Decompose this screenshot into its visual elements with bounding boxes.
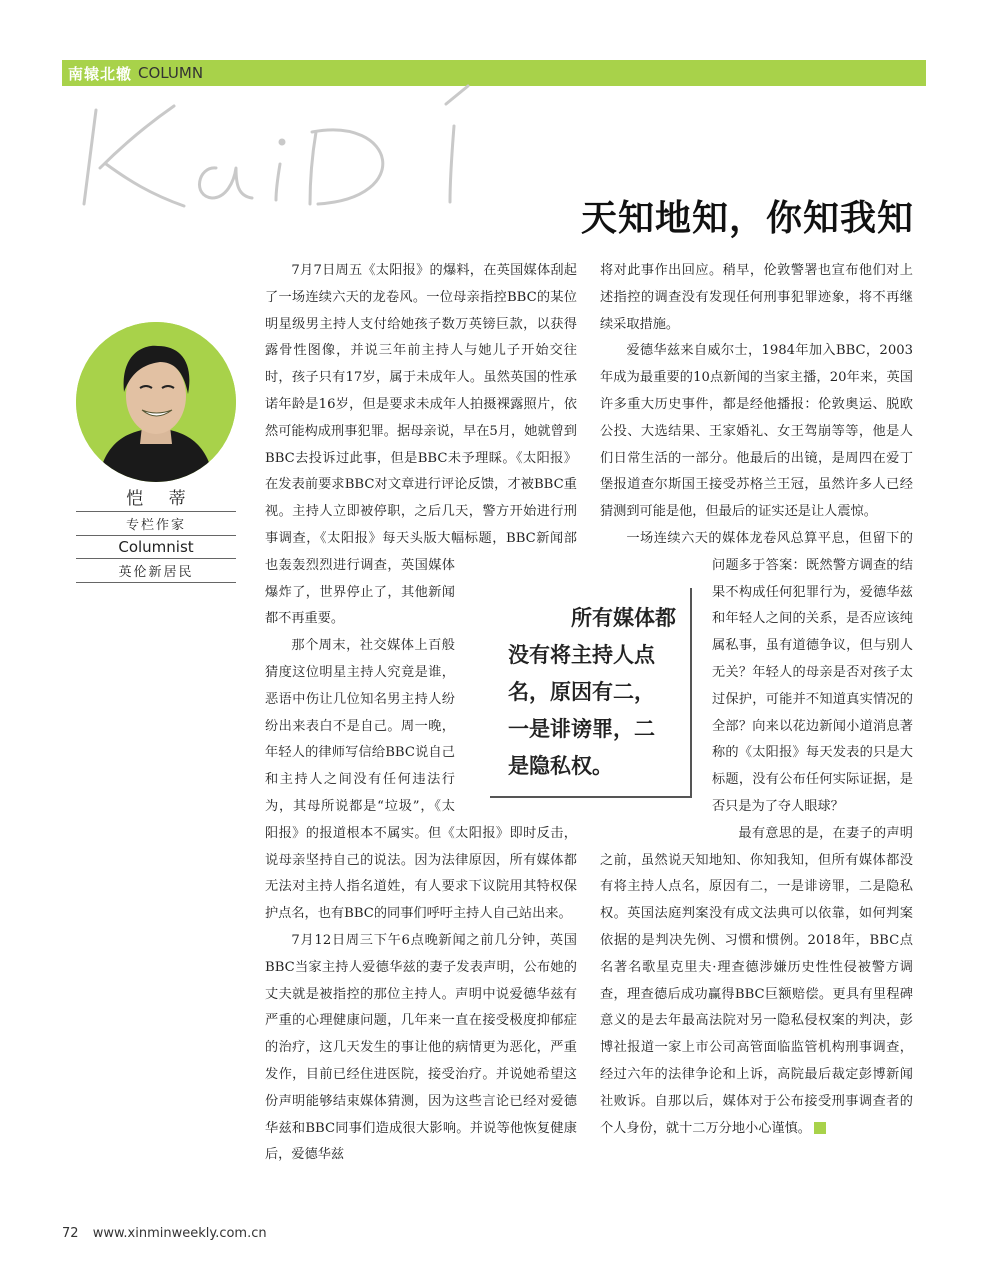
author-info: [76, 482, 236, 583]
pullquote-line: 所有媒体都: [571, 606, 676, 630]
section-title-cn: 南辕北辙: [68, 64, 133, 83]
section-title-en: COLUMN: [138, 64, 204, 82]
paragraph: [600, 821, 913, 1143]
pullquote-line: 名，原因有二，: [508, 680, 655, 704]
article-headline: 天知地知，你知我知: [580, 198, 914, 239]
kaidi-script-logo: [66, 72, 536, 212]
end-mark-icon: [814, 1122, 826, 1134]
paragraph: 一场连续六天的媒体龙卷风总算平息，但留下的问题多于答案：既然警方调查的结果不构成任何犯罪行为，爱德华兹和年轻人之间的关系，是否应该纯属私事，虽有道德争议，但与别人无关？年轻人的母亲是否对孩子太过保护，可能并不知道真实情况的全部？向来以花边新闻小道消息著称的《太阳报》每天发表的只是大标题，没有公布任何实际证据，是否只是为了夺人眼球？: [626, 530, 913, 814]
author-role-en: Columnist: [76, 536, 236, 559]
author-role-cn: 专栏作家: [76, 512, 236, 536]
paragraph: 7月7日周五《太阳报》的爆料，在英国媒体刮起了一场连续六天的龙卷风。一位母亲指控BBC的某位明星级男主持人支付给她孩子数万英镑巨款，以获得露骨性图像，并说三年前主持人与她儿子开始交往时，孩子只有17岁，属于未成年人。虽然英国的性承诺年龄是16岁，但是要求未成年人拍摄裸露照片，依然可能构成刑事犯罪。据母亲说，早在5月，她就曾到BBC去投诉过此事，但是BBC未予理睬。《太阳报》在发表前要求BBC对文章进行评论反馈，才被BBC重视。主持人立即被停职，之后几天，警方开始进行刑事调查，《太阳报》每天头版大幅标题，BBC新闻部也轰轰烈烈进行调查，英国媒体爆炸了，世界停止了，其他新闻都不再重要。: [265, 263, 577, 627]
pullquote-line: 是隐私权。: [508, 754, 613, 778]
paragraph-text: 最有意思的是，在妻子的声明之前，虽然说天知地知、你知我知，但所有媒体都没有将主持人点名，原因有二，一是诽谤罪，二是隐私权。英国法庭判案没有成文法典可以依靠，如何判案依据的是判决先例、习惯和惯例。2018年，BBC点名著名歌星克里夫·理查德涉嫌历史性性侵被警方调查，理查德后成功赢得BBC巨额赔偿。更具有里程碑意义的是去年最高法院对另一隐私侵权案的判决，彭博社报道一家上市公司高管面临监管机构刑事调查，经过六年的法律争论和上诉，高院最后裁定彭博新闻社败诉。自那以后，媒体对于公布接受刑事调查者的个人身份，就十二万分地小心谨慎。: [600, 825, 913, 1136]
author-portrait: [76, 322, 236, 482]
paragraph: 7月12日周三下午6点晚新闻之前几分钟，英国BBC当家主持人爱德华兹的妻子发表声明，公布她的丈夫就是被指控的那位主持人。声明中说爱德华兹有严重的心理健康问题，几年来一直在接受极度抑郁症的治疗，这几天发生的事让他的病情更为恶化，严重发作，目前已经住进医院，接受治疗。并说她希望这份声明能够结束媒体猜测，因为这些言论已经对爱德华兹和BBC同事们造成很大影响。并说等他恢复健康后，爱德华兹: [265, 932, 577, 1163]
pullquote-box: [490, 588, 692, 798]
author-name: 恺 蒂: [76, 482, 236, 512]
pullquote-line: 一是诽谤罪，二: [508, 717, 655, 741]
paragraph: 将对此事作出回应。稍早，伦敦警署也宣布他们对上述指控的调查没有发现任何刑事犯罪迹象，将不再继续采取措施。: [600, 263, 913, 332]
page-footer: [62, 1226, 267, 1241]
website-url: www.xinminweekly.com.cn: [92, 1226, 267, 1241]
author-residence: 英伦新居民: [76, 559, 236, 583]
page-number: 72: [62, 1226, 79, 1241]
paragraph: 那个周末，社交媒体上百般猜度这位明星主持人究竟是谁，恶语中伤让几位知名男主持人纷纷出来表白不是自己。周一晚，年轻人的律师写信给BBC说自己和主持人之间没有任何违法行为，其母所说都是“垃圾”，《太阳报》的报道根本不属实。但《太阳报》即时反击，说母亲坚持自己的说法。因为法律原因，所有媒体都无法对主持人指名道姓，有人要求下议院用其特权保护点名，也有BBC的同事们呼吁主持人自己站出来。: [265, 638, 577, 922]
portrait-illustration: [76, 322, 236, 482]
paragraph: 爱德华兹来自威尔士，1984年加入BBC，2003年成为最重要的10点新闻的当家主播，20年来，英国许多重大历史事件，都是经他播报：伦敦奥运、脱欧公投、大选结果、王家婚礼、女王驾崩等等，他是人们日常生活的一部分。他最后的出镜，是周四在爱丁堡报道查尔斯国王接受苏格兰王冠，虽然许多人已经猜测到可能是他，但最后的证实还是让人震惊。: [600, 343, 913, 520]
pullquote-line: 没有将主持人点: [508, 643, 655, 667]
